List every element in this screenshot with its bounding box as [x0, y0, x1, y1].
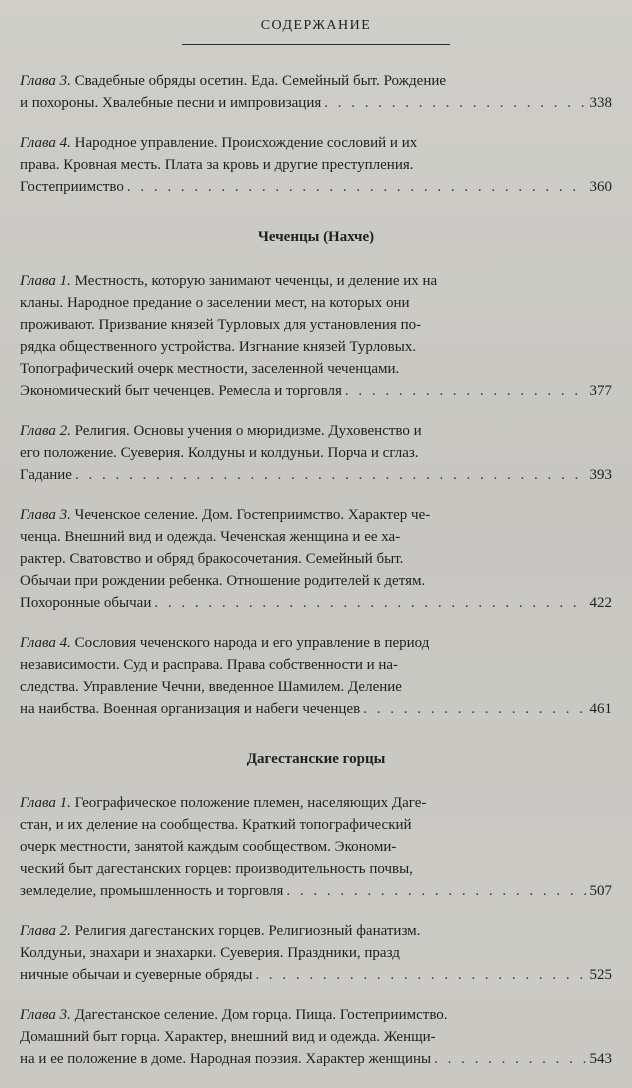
- chapter-label: Глава 2.: [20, 423, 71, 439]
- section-title-chechens: Чеченцы (Нахче): [257, 229, 375, 245]
- dot-leader: [324, 92, 586, 114]
- toc-entry-line: Глава 4. Народное управление. Происхождение сословий и их: [20, 135, 418, 151]
- toc-entry-line: Глава 1. Местность, которую занимают чеченцы, и деление их на: [20, 273, 438, 289]
- toc-entry: [20, 132, 612, 198]
- chapter-label: Глава 1.: [20, 795, 71, 811]
- chapter-label: Глава 3.: [20, 1007, 71, 1023]
- page-number: 393: [589, 467, 612, 483]
- toc-entry-line: Глава 2. Религия. Основы учения о мюридизме. Духовенство и: [20, 423, 422, 439]
- toc-entry-line: права. Кровная месть. Плата за кровь и другие преступления.: [20, 157, 414, 173]
- toc-entry-last-line: Гостеприимство . . . 360: [20, 176, 612, 198]
- page-title: СОДЕРЖАНИЕ: [260, 18, 372, 33]
- dot-leader: [363, 698, 586, 720]
- toc-entry-line: ченца. Внешний вид и одежда. Чеченская женщина и ее ха-: [20, 529, 401, 545]
- toc-entry: [20, 632, 612, 720]
- chapter-label: Глава 3.: [20, 507, 71, 523]
- toc-entry-line: Глава 3. Дагестанское селение. Дом горца. Пища. Гостеприимство.: [20, 1007, 448, 1023]
- chapter-label: Глава 1.: [20, 273, 71, 289]
- chapter-label: Глава 4.: [20, 635, 71, 651]
- toc-entry: [20, 920, 612, 986]
- toc-entry-line: очерк местности, занятой каждым сообществом. Экономи-: [20, 839, 397, 855]
- toc-entry-last-line: Гадание . . . 393: [20, 464, 612, 486]
- dot-leader: [434, 1048, 586, 1070]
- toc-entry-line: Домашний быт горца. Характер, внешний вид и одежда. Женщи-: [20, 1029, 436, 1045]
- toc-entry-line: Топографический очерк местности, заселенной чеченцами.: [20, 361, 400, 377]
- toc-entry-line: кланы. Народное предание о заселении мест, на которых они: [20, 295, 410, 311]
- toc-entry-last-line: и похороны. Хвалебные песни и импровизация . . . 338: [20, 92, 612, 114]
- chapter-label: Глава 3.: [20, 73, 71, 89]
- header-divider: [182, 44, 450, 45]
- toc-entry-line: Глава 4. Сословия чеченского народа и его управление в период: [20, 635, 430, 651]
- chapter-label: Глава 2.: [20, 923, 71, 939]
- toc-entry-line: следства. Управление Чечни, введенное Шамилем. Деление: [20, 679, 402, 695]
- page-number: 377: [589, 383, 612, 399]
- toc-entry-line: проживают. Призвание князей Турловых для установления по-: [20, 317, 422, 333]
- toc-entry-line: Колдуньи, знахари и знахарки. Суеверия. Праздники, празд: [20, 945, 400, 961]
- dot-leader: [286, 880, 586, 902]
- page-number: 422: [589, 595, 612, 611]
- toc-entry: [20, 504, 612, 614]
- toc-entry-line: рядка общественного устройства. Изгнание князей Турловых.: [20, 339, 417, 355]
- page-number: 525: [589, 967, 612, 983]
- toc-entry-line: независимости. Суд и расправа. Права собственности и на-: [20, 657, 399, 673]
- page-number: 507: [589, 883, 612, 899]
- section-title-dagestan: Дагестанские горцы: [246, 751, 386, 767]
- toc-entry-last-line: ничные обычаи и суеверные обряды . . . 525: [20, 964, 612, 986]
- toc-entry: [20, 420, 612, 486]
- dot-leader: [127, 176, 587, 198]
- page-number: 543: [589, 1051, 612, 1067]
- toc-entry-line: Обычаи при рождении ребенка. Отношение родителей к детям.: [20, 573, 426, 589]
- toc-entry: [20, 792, 612, 902]
- toc-entry: [20, 270, 612, 402]
- toc-entry-line: ческий быт дагестанских горцев: производительность почвы,: [20, 861, 413, 877]
- dot-leader: [75, 464, 587, 486]
- toc-entry-line: его положение. Суеверия. Колдуны и колдуньи. Порча и сглаз.: [20, 445, 419, 461]
- toc-entry-line: Глава 3. Чеченское селение. Дом. Гостеприимство. Характер че-: [20, 507, 431, 523]
- dot-leader: [154, 592, 586, 614]
- toc-entry-line: Глава 1. Географическое положение племен, населяющих Даге-: [20, 795, 427, 811]
- toc-entry-last-line: на и ее положение в доме. Народная поэзия. Характер женщины . . . 543: [20, 1048, 612, 1070]
- toc-entry-last-line: Похоронные обычаи . . . 422: [20, 592, 612, 614]
- toc-entry: [20, 70, 612, 114]
- toc-entry-last-line: Экономический быт чеченцев. Ремесла и торговля . . . 377: [20, 380, 612, 402]
- toc-content: [20, 70, 612, 1088]
- dot-leader: [345, 380, 587, 402]
- toc-entry-line: стан, и их деление на сообщества. Краткий топографический: [20, 817, 412, 833]
- chapter-label: Глава 4.: [20, 135, 71, 151]
- dot-leader: [255, 964, 586, 986]
- toc-entry: [20, 1004, 612, 1070]
- toc-entry-last-line: на наибства. Военная организация и набеги чеченцев . . . 461: [20, 698, 612, 720]
- toc-entry-line: Глава 2. Религия дагестанских горцев. Религиозный фанатизм.: [20, 923, 421, 939]
- toc-entry-line: рактер. Сватовство и обряд бракосочетания. Семейный быт.: [20, 551, 404, 567]
- page-number: 461: [589, 701, 612, 717]
- toc-entry-line: Глава 3. Свадебные обряды осетин. Еда. Семейный быт. Рождение: [20, 73, 447, 89]
- page-number: 338: [589, 95, 612, 111]
- page-number: 360: [589, 179, 612, 195]
- toc-entry-last-line: земледелие, промышленность и торговля . . . 507: [20, 880, 612, 902]
